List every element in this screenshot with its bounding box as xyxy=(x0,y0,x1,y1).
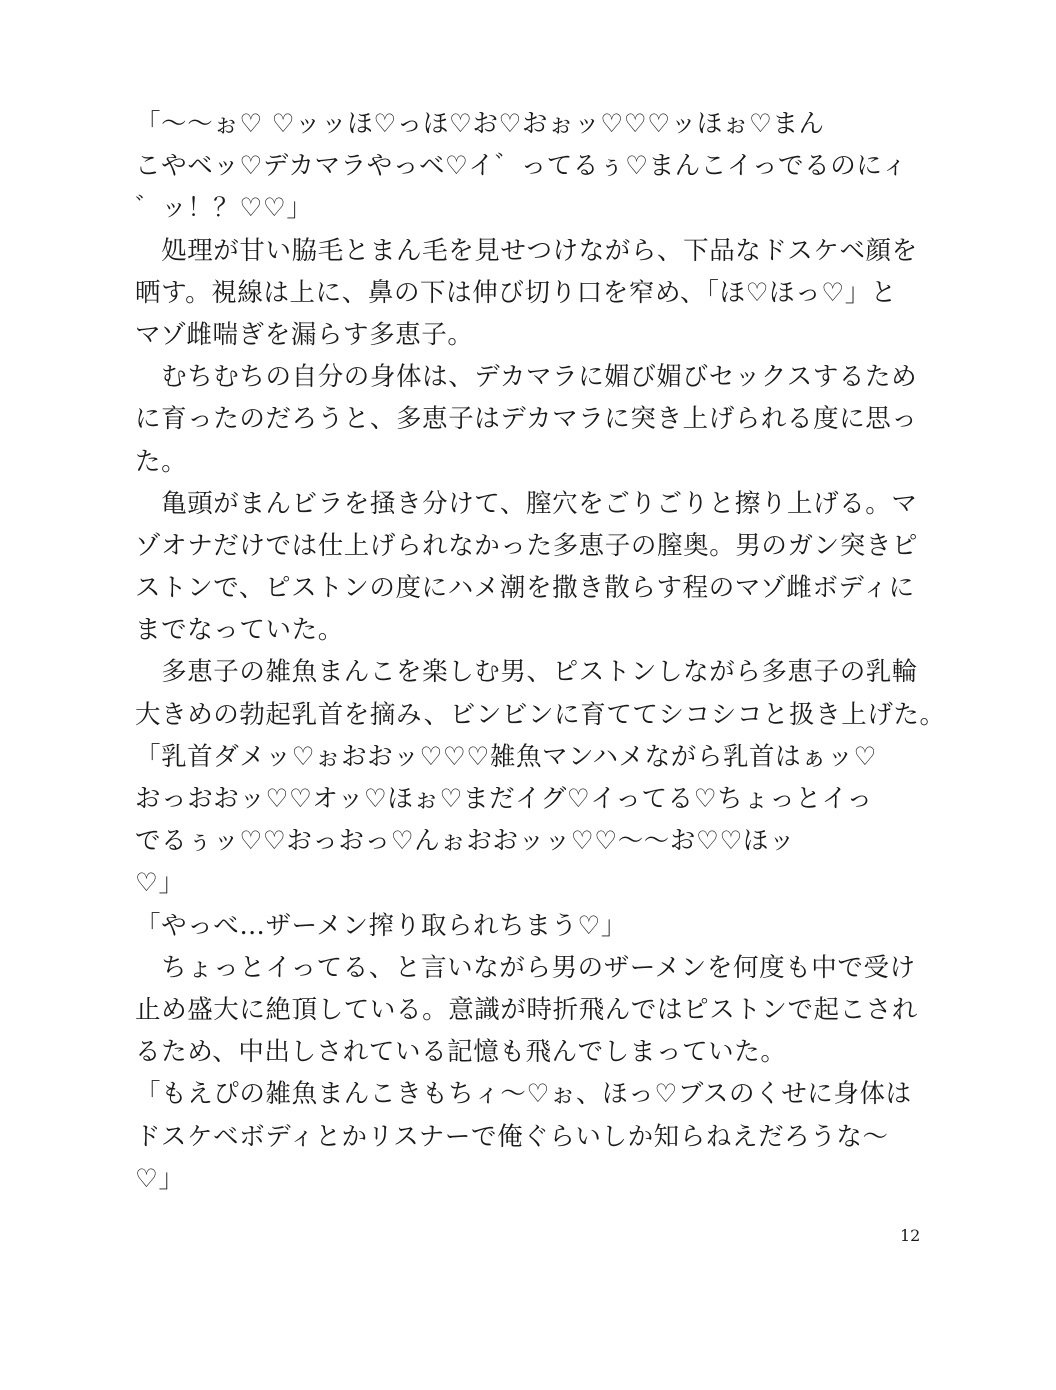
text-line: るため、中出しされている記憶も飛んでしまっていた。 xyxy=(135,1037,787,1068)
text-line: 大きめの勃起乳首を摘み、ビンビンに育ててシコシコと扱き上げた。 xyxy=(135,699,946,730)
text-line: ストンで、ピストンの度にハメ潮を撒き散らす程のマゾ雌ボディに xyxy=(135,573,915,604)
text-line: 「やっべ…ザーメン搾り取られちまう♡」 xyxy=(135,910,627,941)
text-line: 「もえぴの雑魚まんこきもちィ〜♡ぉ、ほっ♡ブスのくせに身体は xyxy=(135,1079,912,1110)
text-line: 晒す。視線は上に、鼻の下は伸び切り口を窄め、「ほ♡ほっ♡」と xyxy=(135,277,897,308)
text-line: ♡」 xyxy=(135,1163,185,1194)
text-line: おっおおッ♡♡オッ♡ほぉ♡まだイグ♡イってる♡ちょっとイっ xyxy=(135,784,873,814)
text-line: むちむちの自分の身体は、デカマラに媚び媚びセックスするため xyxy=(135,362,918,393)
text-line: ちょっとイってる、と言いながら男のザーメンを何度も中で受け xyxy=(135,952,916,983)
text-line: 多恵子の雑魚まんこを楽しむ男、ピストンしながら多恵子の乳輪 xyxy=(135,657,919,688)
text-line: 亀頭がまんビラを掻き分けて、膣穴をごりごりと擦り上げる。マ xyxy=(135,488,918,519)
text-line: 「乳首ダメッ♡ぉおおッ♡♡♡雑魚マンハメながら乳首はぁッ♡ xyxy=(135,741,877,772)
page-body-text xyxy=(135,103,946,1200)
text-line: までなっていた。 xyxy=(135,615,344,646)
text-line: マゾ雌喘ぎを漏らす多恵子。 xyxy=(135,319,474,350)
text-line: ドスケベボディとかリスナーで俺ぐらいしか知らねえだろうな〜 xyxy=(135,1121,889,1152)
text-line: 止め盛大に絶頂している。意識が時折飛んではピストンで起こされ xyxy=(135,994,919,1025)
text-line: ♡」 xyxy=(135,868,185,899)
text-line: に育ったのだろうと、多恵子はデカマラに突き上げられる度に思っ xyxy=(135,404,918,435)
text-line: でるぅッ♡♡おっおっ♡んぉおおッッ♡♡〜〜お♡♡ほッ xyxy=(135,826,796,857)
text-line: た。 xyxy=(135,446,188,477)
text-line: 「〜〜ぉ♡ ♡ッッほ♡っほ♡お♡おぉッ♡♡♡ッほぉ♡まん xyxy=(135,109,825,139)
text-line: ゛ッ！？♡♡」 xyxy=(135,193,313,224)
text-line: ゾオナだけでは仕上げられなかった多恵子の膣奥。男のガン突きピ xyxy=(135,530,919,561)
text-line: こやベッ♡デカマラやっベ♡イ゛ってるぅ♡まんこイっでるのにィ xyxy=(135,151,908,182)
text-line: 処理が甘い脇毛とまん毛を見せつけながら、下品なドスケベ顔を xyxy=(135,235,918,266)
page-number: 12 xyxy=(900,1226,921,1245)
